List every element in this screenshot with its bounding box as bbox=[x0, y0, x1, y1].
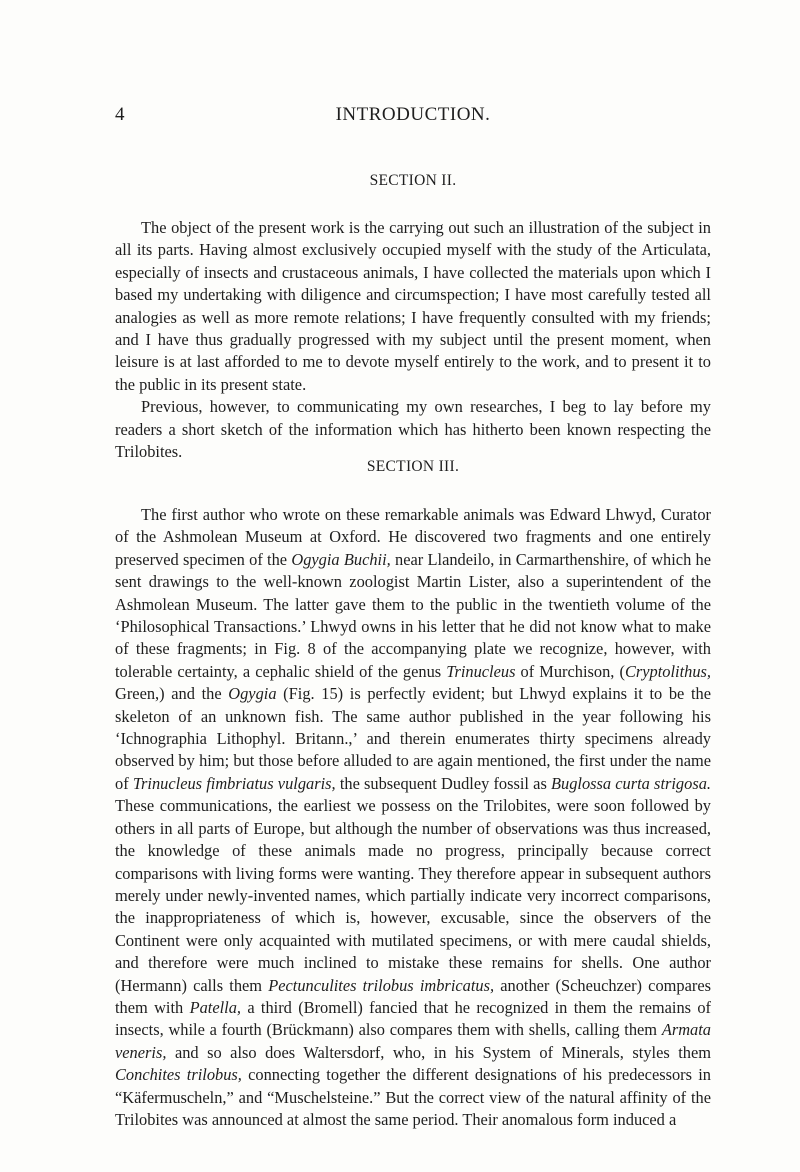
section-3-body bbox=[115, 504, 711, 1131]
taxon-trinucleus: Trinucleus bbox=[446, 661, 516, 681]
taxon-conchites: Conchites trilobus, bbox=[115, 1065, 242, 1085]
running-title: INTRODUCTION. bbox=[335, 104, 491, 125]
taxon-trinucleus-fimbriatus: Trinucleus fimbriatus vulgaris, bbox=[132, 773, 336, 793]
text-segment: and so also does Waltersdorf, who, in his System of Minerals, styles them bbox=[166, 1042, 711, 1062]
text-segment: (Fig. 15) is perfectly evident; but Lhwyd explains it to be the skeleton of an unknown fish. The same author published in the year following his ‘Ichnographia Lithophyl. Britann.,’ and therein enumerates thirty specimens already observed by him; but those before alluded to are again mentioned, the first under the name of bbox=[115, 684, 711, 793]
section-2-body bbox=[115, 217, 711, 463]
text-segment: of Murchison, ( bbox=[515, 661, 625, 681]
taxon-buglossa: Buglossa curta strigosa. bbox=[551, 773, 711, 793]
text-segment: connecting together the different designations of his predecessors in “Käfermuscheln,” and “Muschelsteine.” But the correct view of the natural affinity of the Trilobites was announced at almost the same period. Their anomalous form induced a bbox=[115, 1065, 711, 1129]
page-number: 4 bbox=[115, 104, 125, 125]
taxon-patella: Patella, bbox=[189, 997, 241, 1017]
text-segment: These communications, the earliest we possess on the Trilobites, were soon followed by others in all parts of Europe, but although the number of observations was thus increased, the knowledge of these animals made no progress, principally because correct comparisons with living forms were wanting. They therefore appear in subsequent authors merely under newly-invented names, which partially indicate very incorrect comparisons, the inappropriateness of which is, however, excusable, since the observers of the Continent were only acquainted with mutilated specimens, or with mere caudal shields, and therefore were much inclined to mistake these remains for shells. One author (Hermann) calls them bbox=[115, 796, 711, 995]
text-segment: The first author who wrote on these remarkable animals was Edward Lhwyd, Curator of the Ashmolean Museum at Oxford. He discovered two fragments and one entirely preserved specimen of the bbox=[115, 505, 711, 569]
taxon-armata-veneris: Armata veneris, bbox=[115, 1020, 711, 1062]
text-segment: a third (Bromell) fancied that he recognized in them the remains of insects, while a fourth (Brückmann) also compares them with shells, calling them bbox=[115, 997, 711, 1040]
section-3-paragraph bbox=[115, 504, 711, 1131]
section-3-heading: SECTION III. bbox=[366, 458, 460, 475]
running-head bbox=[115, 104, 711, 128]
text-segment: another (Scheuchzer) compares them with bbox=[115, 975, 711, 1017]
text-segment: Green,) and the bbox=[115, 684, 229, 704]
taxon-ogygia: Ogygia bbox=[228, 684, 277, 704]
section-2-paragraph-1: The object of the present work is the carrying out such an illustration of the subject in all its parts. Having almost exclusively occupied myself with the study of the Articulata, especially of insects and crustaceous animals, I have collected the materials upon which I based my undertaking with diligence and circumspection; I have most carefully tested all analogies as well as more remote relations; I have frequently consulted with my friends; and I have thus gradually progressed with my subject until the present moment, when leisure is at last afforded to me to devote myself entirely to the work, and to present it to the public in its present state. bbox=[115, 218, 711, 394]
text-segment: near Llandeilo, in Carmarthenshire, of which he sent drawings to the well-known zoologist Martin Lister, also a superintendent of the Ashmolean Museum. The latter gave them to the public in the twentieth volume of the ‘Philosophical Transactions.’ Lhwyd owns in his letter that he did not know what to make of these fragments; in Fig. 8 of the accompanying plate we recognize, however, with tolerable certainty, a cephalic shield of the genus bbox=[115, 549, 711, 681]
section-2-heading: SECTION II. bbox=[369, 172, 457, 189]
text-segment: the subsequent Dudley fossil as bbox=[335, 773, 551, 793]
taxon-ogygia-buchii: Ogygia Buchii, bbox=[291, 549, 391, 569]
section-2-paragraph-2: Previous, however, to communicating my own researches, I beg to lay before my readers a short sketch of the information which has hitherto been known respecting the Trilobites. bbox=[115, 397, 711, 462]
taxon-pectunculites: Pectunculites trilobus imbricatus, bbox=[268, 975, 495, 995]
taxon-cryptolithus: Cryptolithus, bbox=[624, 661, 711, 681]
